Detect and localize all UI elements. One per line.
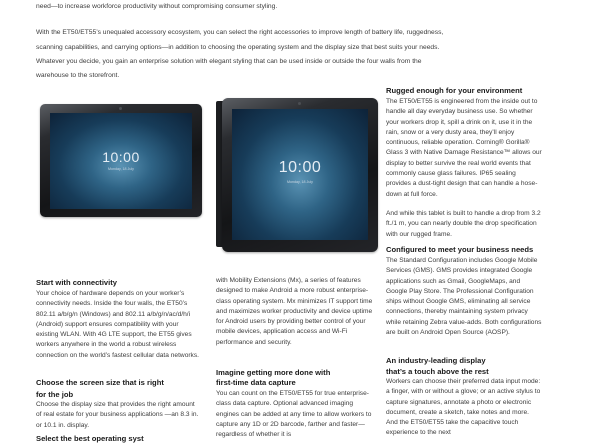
body-display: Workers can choose their preferred data input mode: a finger, with or without a glove; or an active stylus to capture signatures, annotate a photo or electronic document, create a sketch, take notes and more. And the ET50/ET55 take the capacitive touch experience to the next [386, 378, 541, 437]
heading-display: An industry-leading display [386, 356, 486, 365]
heading-start-with-connectivity: Start with connectivity [36, 278, 118, 287]
body-screen-size: Choose the display size that provides the right amount of real estate for your business applications —an 8.3 in. or 10.1 in. display. [36, 401, 199, 429]
heading-operating-system: Select the best operating syst [36, 434, 144, 443]
lock-screen-clock: 10:00 [278, 159, 322, 176]
tablet-screen [232, 109, 368, 240]
tablet-front-image [40, 104, 202, 217]
camera-icon [119, 107, 122, 110]
heading-configured: Configured to meet your business needs [386, 245, 534, 254]
tablet-screen [50, 113, 192, 209]
body-data-capture: You can count on the ET50/ET55 for true enterprise-class data capture. Optional advanced imaging engines can be added at any time to allow workers to capture any 1D or 2D barcode, farther and faster—regardless of whether it is [216, 390, 372, 439]
intro-paragraph-line: warehouse to the storefront. [36, 72, 120, 79]
intro-paragraph-line: With the ET50/ET55’s unequaled accessory ecosystem, you can select the right accessories to improve length of battery life, ruggedness, [36, 29, 444, 36]
heading-data-capture: Imagine getting more done with [216, 368, 331, 377]
heading-display-cont: that’s a touch above the rest [386, 367, 489, 376]
heading-screen-size: Choose the screen size that is right [36, 378, 164, 387]
tablet-angled-image [222, 98, 378, 252]
heading-data-capture-cont: first-time data capture [216, 378, 296, 387]
lock-screen-date: Monday, 18 July [287, 180, 313, 184]
intro-top-line: need—to increase workforce productivity without compromising consumer styling. [36, 3, 278, 10]
intro-paragraph-line: scanning capabilities, and carrying options—in addition to choosing the operating system and the display size that best suits your needs. [36, 44, 440, 51]
camera-icon [298, 102, 301, 105]
body-drop-spec: And while this tablet is built to handle a drop from 3.2 ft./1 m, you can nearly double the drop specification with our rugged frame. [386, 210, 541, 238]
body-rugged: The ET50/ET55 is engineered from the inside out to handle all day everyday business use. So whether your workers drop it, spill a drink on it, use it in the rain, snow or a very dusty area, they’ll enjoy continuous, reliable operation. Corning® Gorilla® Glass 3 with Native Damage Resistance™ allows our display to better survive the real world events that commonly cause glass failures. IP65 sealing provides a dust-tight design that can handle a hose-down at full force. [386, 98, 542, 198]
lock-screen-clock: 10:00 [102, 149, 140, 165]
lock-screen-date: Monday, 18 July [108, 167, 134, 171]
body-configured: The Standard Configuration includes Google Mobile Services (GMS). GMS provides integrated Google applications such as Gmail, GoogleMaps, and Google Play Store. The Professional Configuration ships without Google GMS, eliminating all service connections, thereby maintaining system privacy while retaining Zebra value-adds. Both configurations are built on Android Open Source (AOSP). [386, 257, 542, 337]
intro-paragraph-line: Whatever you decide, you gain an enterprise solution with elegant styling that can be used inside or outside the four walls from the [36, 58, 422, 65]
body-mobility-extensions: with Mobility Extensions (Mx), a series of features designed to make Android a more robust enterprise-class operating system. Mx minimizes IT support time and maximizes worker productivity and device uptime for Android users by providing better control of your mobile devices, application access and Wi-Fi performance and security. [216, 277, 373, 346]
body-connectivity: Your choice of hardware depends on your worker’s connectivity needs. Inside the four walls, the ET50’s 802.11 a/b/g/n (Windows) and 802.11 a/b/g/n/ac/d/h/i (Android) support ensures compatibility with your existing WLAN. With 4G LTE support, the ET55 gives workers anywhere in the world a robust wireless connection on the world’s fastest cellular data networks. [36, 290, 199, 359]
heading-rugged: Rugged enough for your environment [386, 86, 523, 95]
heading-screen-size-cont: for the job [36, 390, 74, 399]
